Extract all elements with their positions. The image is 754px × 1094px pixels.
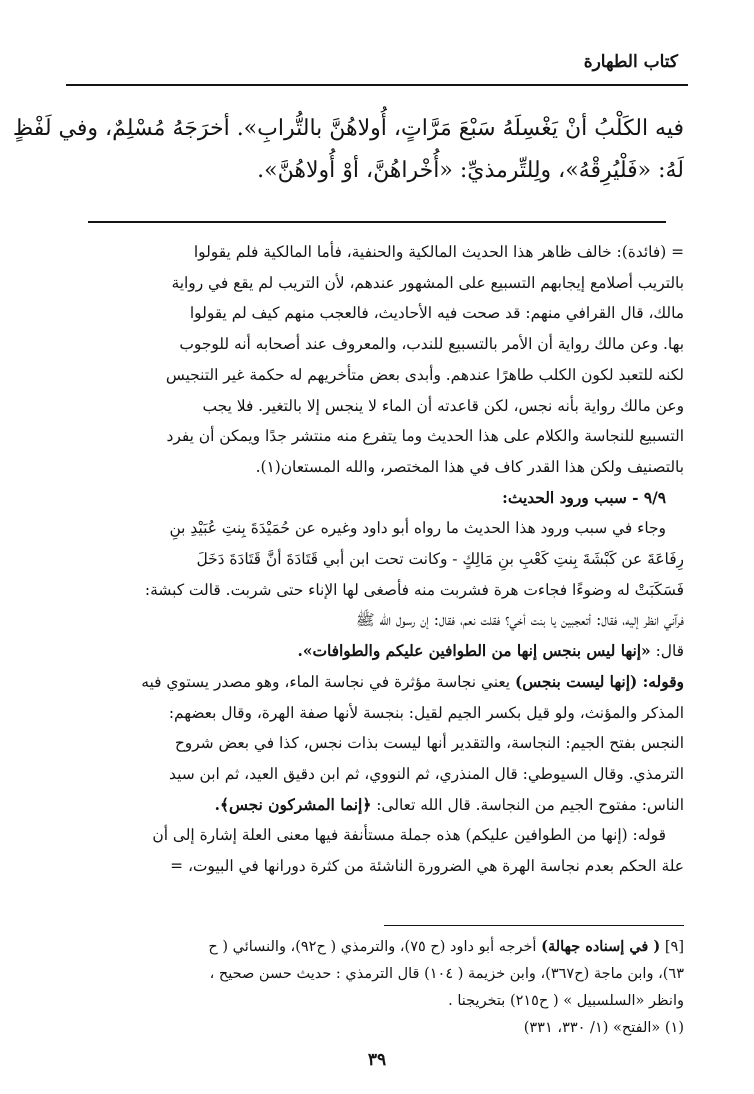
commentary-line: مالك، قال القرافي منهم: قد صحت فيه الأحاديث، فالعجب منهم كيف لم يقولوا	[189, 304, 684, 323]
prophet-quote: «إنها ليس بنجس إنها من الطوافين عليكم والطوافات».	[297, 642, 651, 661]
footnote-divider	[384, 925, 684, 926]
reason-line: رِفَاعَةَ عن كَبْشَةَ بِنتِ كَعْبِ بنِ مَالِكٍ - وكانت تحت ابن أبي قَتَادَةَ أنَّ قَتَادَةَ دَخَلَ	[196, 550, 684, 569]
hadith-text	[12, 108, 684, 192]
hadith-line: لَهُ: «فَلْيُرِقْهُ»، ولِلتِّرمذيِّ: «أُخْراهُنَّ، أوْ أُولاهُنَّ».	[257, 158, 684, 183]
commentary-line: التسبيع للنجاسة والكلام على هذا الحديث وما يتفرع منه منتشر جدًا ويمكن أن يفرد	[166, 427, 684, 446]
running-header-title: كتاب الطهارة	[583, 52, 678, 72]
commentary-line: بها. وعن مالك رواية أن الأمر بالتسبيع للندب، والمعروف عند أصحابه أنه للوجوب	[179, 335, 684, 354]
footnote-line: وانظر «السلسبيل » ( ح٢١٥) بتخريجنا .	[448, 993, 684, 1009]
quran-quote: ﴿إنما المشركون نجس﴾.	[214, 795, 372, 814]
commentary-line: = (فائدة): خالف ظاهر هذا الحديث المالكية والحنفية، فأما المالكية فلم يقولوا	[193, 243, 684, 261]
footnote-line: ٦٣)، وابن ماجة (ح٣٦٧)، وابن خزيمة ( ١٠٤) قال الترمذي : حديث حسن صحيح ،	[209, 966, 684, 982]
commentary-line: لكنه للتعبد لكون الكلب طاهرًا عندهم. وأبدى بعض متأخريهم له حكمة غير التنجيس	[165, 365, 684, 384]
explanation-line: الترمذي. وقال السيوطي: قال المنذري، ثم النووي، ثم ابن دقيق العيد، ثم ابن سيد	[169, 764, 684, 783]
explanation-line: النجس بفتح الجيم: النجاسة، والتقدير أنها ليست بذات نجس، كذا في بعض شروح	[174, 734, 684, 753]
section-heading: ٩/٩ - سبب ورود الحديث:	[502, 488, 666, 507]
tawwafin-line: علة الحكم بعدم نجاسة الهرة هي الضرورة الناشئة من كثرة دورانها في البيوت، =	[170, 857, 684, 876]
page-number: ٣٩	[367, 1050, 387, 1070]
commentary	[70, 237, 684, 882]
explanation-text: يعني نجاسة مؤثرة في نجاسة الماء، وهو مصدر يستوي فيه	[141, 672, 515, 691]
explanation-line	[70, 790, 684, 821]
reason-line: وجاء في سبب ورود هذا الحديث ما رواه أبو داود وغيره عن حُمَيْدَةَ بِنتِ عُبَيْدِ بنِ	[169, 519, 666, 538]
prophet-quote-line	[70, 636, 684, 667]
reason-line: فَسَكَبَتْ له وضوءًا فجاءت هرة فشربت منه فأصغى لها الإناء حتى شربت. قالت كبشة:	[144, 580, 684, 599]
explanation-text: الناس: مفتوح الجيم من النجاسة. قال الله تعالى:	[371, 795, 684, 814]
footnote-lead: ( في إسناده جهالة)	[541, 938, 661, 955]
reason-line: فرآني انظر إليه، فقال: أتعجبين يا بنت أخي؟ فقلت نعم، فقال: إن رسول الله ﷺ	[356, 611, 684, 630]
footnotes	[70, 933, 684, 1042]
footnote-ref-label: [٩]	[660, 939, 684, 955]
footnote-line	[70, 933, 684, 961]
footnote-line: (١) «الفتح» (١/ ٣٣٠، ٣٣١)	[523, 1020, 684, 1036]
header-divider	[66, 84, 688, 86]
commentary-line: بالتصنيف ولكن هذا القدر كاف في هذا المختصر، والله المستعان(١).	[255, 457, 684, 476]
explanation-line	[70, 667, 684, 698]
hadith-divider	[88, 221, 666, 223]
footnote-text: أخرجه أبو داود (ح ٧٥)، والترمذي ( ح٩٢)، والنسائي ( ح	[208, 939, 542, 955]
explanation-line: المذكر والمؤنث، ولو قيل بكسر الجيم لقيل: بنجسة لأنها صفة الهرة، وقال بعضهم:	[168, 703, 684, 722]
commentary-line: بالتريب أصلامع إيجابهم التسبيع على المشهور عندهم، لأن التريب لم يقع في رواية	[171, 273, 684, 292]
commentary-line: وعن مالك رواية بأنه نجس، لكن قاعدته أن الماء لا ينجس إلا بالتغير. فلا يجب	[202, 396, 684, 415]
qala-prefix: قال:	[650, 642, 684, 661]
explanation-lead: وقوله: (إنها ليست بنجس)	[514, 672, 684, 691]
hadith-line: فيه الكَلْبُ أنْ يَغْسِلَهُ سَبْعَ مَرَّاتٍ، أُولاهُنَّ بالتُّرابِ». أخرَجَهُ مُسْلِمٌ، وفي لَفْظٍ	[12, 116, 684, 141]
tawwafin-line: قوله: (إنها من الطوافين عليكم) هذه جملة مستأنفة فيها معنى العلة إشارة إلى أن	[152, 826, 666, 845]
